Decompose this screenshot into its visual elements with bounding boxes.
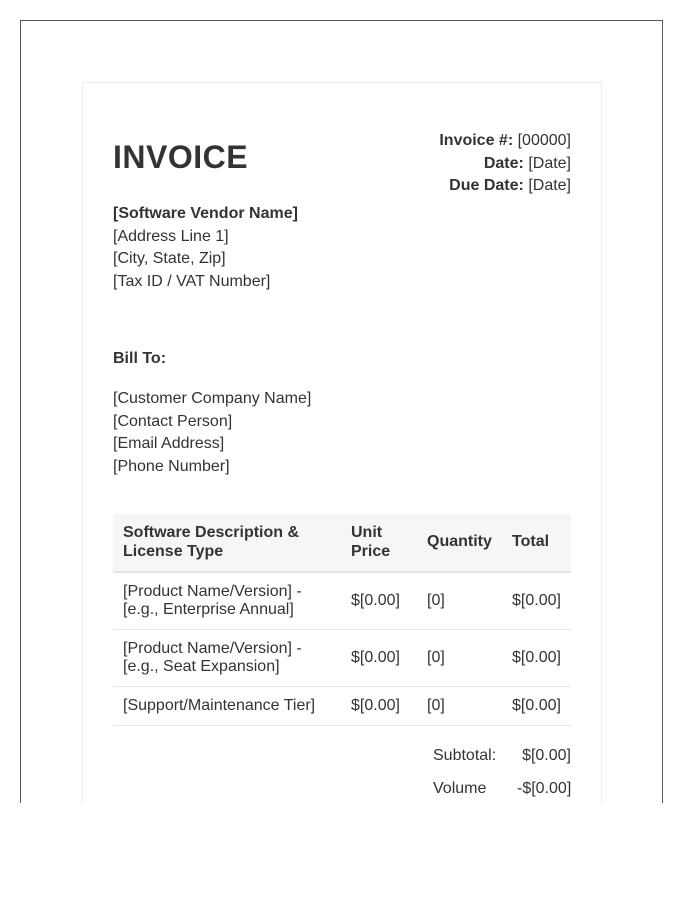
bill-to-email: [Email Address] — [113, 435, 225, 452]
volume-label: Volume — [433, 780, 487, 797]
table-row — [113, 687, 571, 726]
line-item-description-line1: [Product Name/Version] - — [123, 582, 302, 600]
invoice-sheet — [82, 82, 602, 803]
invoice-title: INVOICE — [113, 139, 249, 175]
vendor-name: [Software Vendor Name] — [113, 205, 298, 222]
invoice-due-line — [439, 175, 571, 198]
line-item-description — [113, 572, 341, 630]
vendor-block — [113, 203, 571, 293]
invoice-date-line — [439, 153, 571, 176]
line-items-table — [113, 514, 571, 726]
subtotal-row — [113, 745, 571, 767]
column-header-description: Software Description & License Type — [113, 514, 341, 572]
vendor-tax-id: [Tax ID / VAT Number] — [113, 272, 271, 290]
table-row — [113, 630, 571, 687]
line-item-quantity: [0] — [417, 572, 502, 630]
line-item-description-line1: [Product Name/Version] - — [123, 639, 302, 657]
column-header-quantity: Quantity — [417, 514, 502, 572]
totals-block — [113, 745, 571, 800]
bill-to-block — [113, 388, 571, 478]
line-item-unit-price: $[0.00] — [341, 572, 417, 630]
line-item-description — [113, 630, 341, 687]
vendor-city: [City, State, Zip] — [113, 250, 226, 267]
invoice-number-value: [00000] — [517, 132, 571, 149]
line-item-quantity: [0] — [417, 630, 502, 687]
invoice-date-label: Date: — [483, 154, 524, 172]
bill-to-phone: [Phone Number] — [113, 457, 230, 475]
invoice-due-value: [Date] — [528, 177, 571, 194]
invoice-meta — [439, 130, 571, 198]
invoice-content — [113, 127, 571, 803]
column-header-total: Total — [502, 514, 571, 572]
document-viewport — [20, 20, 663, 803]
bill-to-company: [Customer Company Name] — [113, 390, 312, 407]
table-row — [113, 572, 571, 630]
vendor-address: [Address Line 1] — [113, 227, 229, 245]
invoice-date-value: [Date] — [528, 154, 571, 172]
bill-to-contact: [Contact Person] — [113, 412, 233, 430]
line-item-description-line2: [e.g., Enterprise Annual] — [123, 601, 294, 618]
line-item-unit-price: $[0.00] — [341, 630, 417, 687]
invoice-due-label: Due Date: — [449, 177, 524, 194]
volume-discount-row — [113, 778, 571, 800]
line-item-total: $[0.00] — [502, 572, 571, 630]
invoice-number-line — [439, 130, 571, 153]
line-item-unit-price: $[0.00] — [341, 687, 417, 726]
invoice-header — [113, 127, 571, 197]
volume-value: -$[0.00] — [517, 780, 572, 797]
line-item-quantity: [0] — [417, 687, 502, 726]
table-header-row — [113, 514, 571, 572]
bill-to-heading: Bill To: — [113, 350, 167, 367]
column-header-unit-price: Unit Price — [341, 514, 417, 572]
line-item-total: $[0.00] — [502, 630, 571, 687]
line-item-description-line2: [e.g., Seat Expansion] — [123, 658, 280, 675]
subtotal-value: $[0.00] — [522, 747, 571, 764]
line-item-description: [Support/Maintenance Tier] — [113, 687, 341, 726]
invoice-number-label: Invoice #: — [439, 132, 514, 149]
line-item-total: $[0.00] — [502, 687, 571, 726]
subtotal-label: Subtotal: — [433, 747, 497, 764]
